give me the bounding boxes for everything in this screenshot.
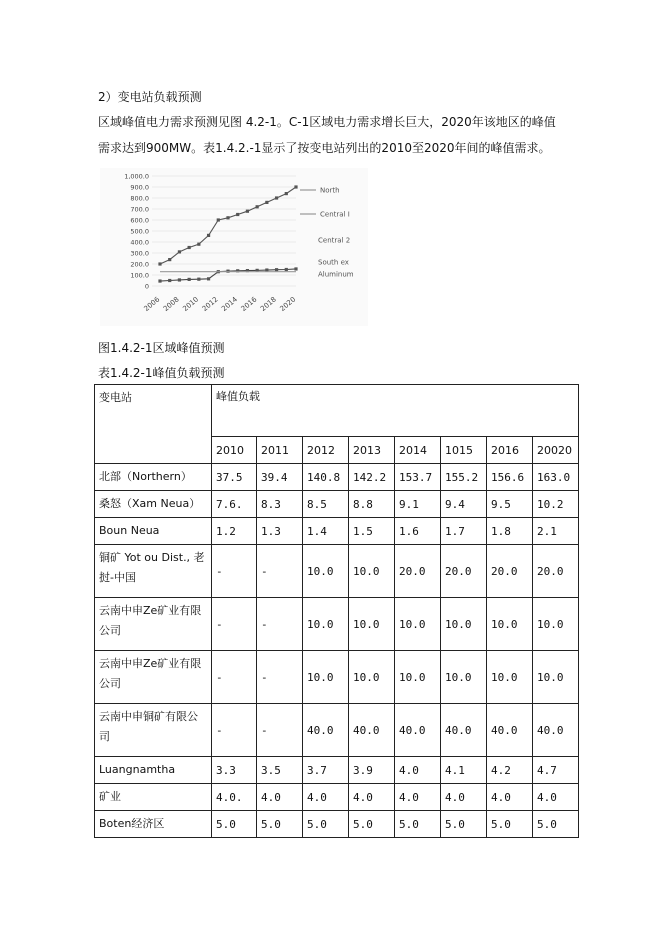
load-value: 10.0 xyxy=(487,598,533,651)
load-value: 9.5 xyxy=(487,491,533,518)
load-value: 4.7 xyxy=(533,757,579,784)
load-value: - xyxy=(212,545,257,598)
data-point xyxy=(226,216,229,219)
load-value: 10.0 xyxy=(533,598,579,651)
load-value: 8.3 xyxy=(257,491,303,518)
y-tick-label: 600.0 xyxy=(130,216,149,225)
load-value: - xyxy=(212,651,257,704)
load-value: 1.8 xyxy=(487,518,533,545)
y-tick-label: 200.0 xyxy=(130,260,149,269)
load-value: 3.9 xyxy=(349,757,395,784)
load-value: 1.3 xyxy=(257,518,303,545)
legend-label: Central 2 xyxy=(318,236,351,245)
paragraph-line-2: 需求达到900MW。表1.4.2.-1显示了按变电站列出的2010至2020年间的峰值需求。 xyxy=(98,141,551,155)
data-point xyxy=(207,277,210,280)
data-point xyxy=(217,218,220,221)
load-value: 2.1 xyxy=(533,518,579,545)
data-point xyxy=(158,279,161,282)
y-tick-label: 700.0 xyxy=(130,205,149,214)
y-tick-label: 400.0 xyxy=(130,238,149,247)
data-point xyxy=(158,262,161,265)
load-value: 40.0 xyxy=(303,704,349,757)
data-point xyxy=(275,196,278,199)
header-peak-load: 峰值负载 xyxy=(212,385,579,437)
load-value: 4.0 xyxy=(303,784,349,811)
header-station: 变电站 xyxy=(95,385,212,464)
year-header: 20020 xyxy=(533,437,579,464)
table-row xyxy=(95,811,579,838)
year-header: 2012 xyxy=(303,437,349,464)
load-value: - xyxy=(257,545,303,598)
load-value: 5.0 xyxy=(533,811,579,838)
load-value: 40.0 xyxy=(487,704,533,757)
table-row xyxy=(95,491,579,518)
table-row xyxy=(95,757,579,784)
load-value: 5.0 xyxy=(441,811,487,838)
data-point xyxy=(285,268,288,271)
year-header: 2010 xyxy=(212,437,257,464)
station-name: 桑怒（Xam Neua） xyxy=(95,491,212,518)
y-tick-label: 300.0 xyxy=(130,249,149,258)
peak-forecast-chart xyxy=(100,168,368,326)
y-tick-label: 100.0 xyxy=(130,271,149,280)
load-value: 20.0 xyxy=(533,545,579,598)
load-value: 7.6. xyxy=(212,491,257,518)
table-caption: 表1.4.2-1峰值负载预测 xyxy=(98,366,225,380)
x-tick-label: 2020 xyxy=(278,295,298,313)
load-value: 4.0 xyxy=(349,784,395,811)
load-value: 40.0 xyxy=(441,704,487,757)
y-tick-label: 0 xyxy=(144,282,149,291)
load-value: 10.0 xyxy=(349,651,395,704)
load-value: 1.2 xyxy=(212,518,257,545)
load-value: 10.0 xyxy=(303,651,349,704)
station-name: 云南中申铜矿有限公司 xyxy=(95,704,212,757)
y-tick-label: 800.0 xyxy=(130,194,149,203)
table-row xyxy=(95,545,579,598)
load-value: 1.4 xyxy=(303,518,349,545)
station-name: 云南中申Ze矿业有限公司 xyxy=(95,651,212,704)
x-tick-label: 2010 xyxy=(181,295,201,313)
load-value: - xyxy=(257,598,303,651)
legend-label: South ex xyxy=(318,258,349,267)
x-tick-label: 2018 xyxy=(259,295,278,313)
x-tick-label: 2016 xyxy=(239,295,259,313)
load-value: 4.2 xyxy=(487,757,533,784)
load-value: 4.0 xyxy=(533,784,579,811)
station-name: Luangnamtha xyxy=(95,757,212,784)
y-tick-label: 900.0 xyxy=(130,183,149,192)
load-value: 10.0 xyxy=(303,598,349,651)
load-value: - xyxy=(257,704,303,757)
data-point xyxy=(168,258,171,261)
table-row xyxy=(95,598,579,651)
x-tick-label: 2006 xyxy=(142,295,162,313)
load-value: 156.6 xyxy=(487,464,533,491)
data-point xyxy=(285,192,288,195)
load-value: 40.0 xyxy=(395,704,441,757)
load-value: 5.0 xyxy=(349,811,395,838)
year-header: 1015 xyxy=(441,437,487,464)
load-value: 4.0 xyxy=(441,784,487,811)
load-value: 20.0 xyxy=(487,545,533,598)
station-name: Boten经济区 xyxy=(95,811,212,838)
station-name: 北部（Northern） xyxy=(95,464,212,491)
station-name: Boun Neua xyxy=(95,518,212,545)
load-value: 10.0 xyxy=(487,651,533,704)
data-point xyxy=(265,201,268,204)
load-value: 3.7 xyxy=(303,757,349,784)
load-value: 10.0 xyxy=(441,598,487,651)
year-header: 2013 xyxy=(349,437,395,464)
load-value: 3.3 xyxy=(212,757,257,784)
legend-label: North xyxy=(320,186,340,195)
load-value: 4.0 xyxy=(257,784,303,811)
y-tick-label: 1,000.0 xyxy=(124,172,149,181)
load-value: 3.5 xyxy=(257,757,303,784)
data-point xyxy=(294,185,297,188)
year-header: 2016 xyxy=(487,437,533,464)
load-value: 10.0 xyxy=(303,545,349,598)
load-value: 140.8 xyxy=(303,464,349,491)
load-value: 5.0 xyxy=(212,811,257,838)
load-value: 9.1 xyxy=(395,491,441,518)
load-value: 8.8 xyxy=(349,491,395,518)
data-point xyxy=(294,267,297,270)
load-value: 5.0 xyxy=(395,811,441,838)
table-row xyxy=(95,464,579,491)
load-value: 39.4 xyxy=(257,464,303,491)
paragraph-line-1: 区域峰值电力需求预测见图 4.2-1。C-1区域电力需求增长巨大，2020年该地区的峰值 xyxy=(98,115,556,129)
table-row xyxy=(95,704,579,757)
data-point xyxy=(188,278,191,281)
load-value: 10.0 xyxy=(395,598,441,651)
data-point xyxy=(207,234,210,237)
load-value: 5.0 xyxy=(487,811,533,838)
load-value: 163.0 xyxy=(533,464,579,491)
y-tick-label: 500.0 xyxy=(130,227,149,236)
load-value: 10.0 xyxy=(533,651,579,704)
table-row xyxy=(95,784,579,811)
data-point xyxy=(178,278,181,281)
station-name: 铜矿 Yot ou Dist., 老挝-中国 xyxy=(95,545,212,598)
load-value: 4.0 xyxy=(395,784,441,811)
load-value: 9.4 xyxy=(441,491,487,518)
x-tick-label: 2008 xyxy=(161,295,181,313)
load-value: 10.0 xyxy=(395,651,441,704)
load-value: 10.0 xyxy=(349,598,395,651)
legend-label: Aluminum xyxy=(318,270,354,279)
table-row xyxy=(95,651,579,704)
load-value: 1.5 xyxy=(349,518,395,545)
load-value: 4.0 xyxy=(487,784,533,811)
load-value: 5.0 xyxy=(257,811,303,838)
legend-label: Central I xyxy=(320,210,350,219)
load-value: 10.0 xyxy=(441,651,487,704)
load-value: 1.6 xyxy=(395,518,441,545)
load-value: 40.0 xyxy=(349,704,395,757)
station-name: 云南中申Ze矿业有限公司 xyxy=(95,598,212,651)
load-value: 142.2 xyxy=(349,464,395,491)
year-header: 2011 xyxy=(257,437,303,464)
data-point xyxy=(178,250,181,253)
data-point xyxy=(275,268,278,271)
load-value: 10.2 xyxy=(533,491,579,518)
load-value: 4.0 xyxy=(395,757,441,784)
load-value: 4.1 xyxy=(441,757,487,784)
data-point xyxy=(197,243,200,246)
load-value: 10.0 xyxy=(349,545,395,598)
data-point xyxy=(246,210,249,213)
load-value: 8.5 xyxy=(303,491,349,518)
load-value: - xyxy=(212,598,257,651)
table-row xyxy=(95,518,579,545)
load-value: 4.0. xyxy=(212,784,257,811)
year-header: 2014 xyxy=(395,437,441,464)
data-point xyxy=(236,213,239,216)
load-value: 40.0 xyxy=(533,704,579,757)
station-name: 矿业 xyxy=(95,784,212,811)
load-value: 1.7 xyxy=(441,518,487,545)
figure-caption: 图1.4.2-1区域峰值预测 xyxy=(98,341,225,355)
data-point xyxy=(197,278,200,281)
load-value: - xyxy=(212,704,257,757)
load-value: 37.5 xyxy=(212,464,257,491)
load-value: 153.7 xyxy=(395,464,441,491)
load-value: 20.0 xyxy=(441,545,487,598)
load-value: - xyxy=(257,651,303,704)
x-tick-label: 2014 xyxy=(220,295,239,313)
data-point xyxy=(256,205,259,208)
peak-load-table xyxy=(94,384,579,838)
load-value: 20.0 xyxy=(395,545,441,598)
section-heading: 2）变电站负载预测 xyxy=(98,90,202,104)
data-point xyxy=(188,246,191,249)
load-value: 5.0 xyxy=(303,811,349,838)
load-value: 155.2 xyxy=(441,464,487,491)
data-point xyxy=(168,279,171,282)
x-tick-label: 2012 xyxy=(200,295,220,313)
